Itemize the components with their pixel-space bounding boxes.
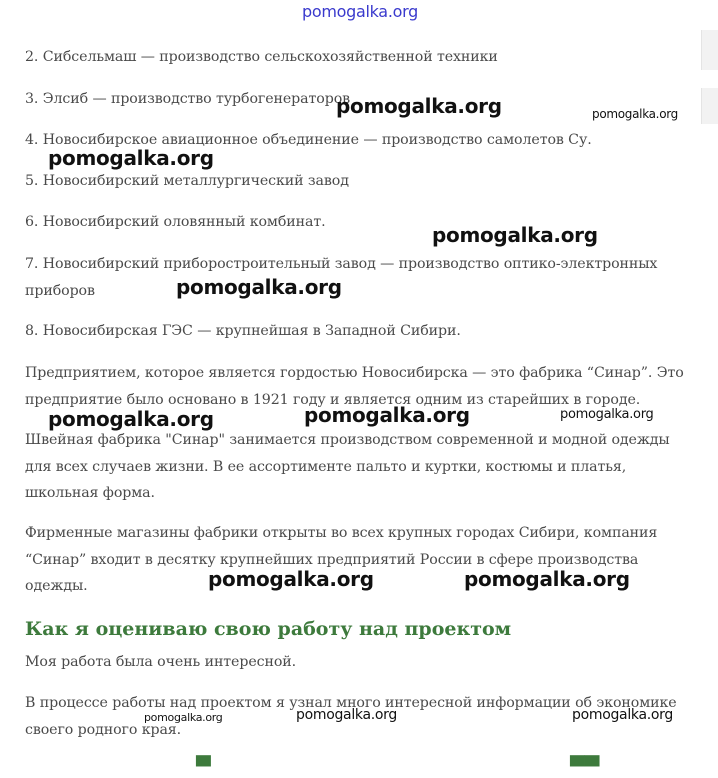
scrollbar-thumb[interactable]: [701, 88, 718, 124]
watermark: pomogalka.org: [48, 407, 214, 431]
paragraph-sinar-intro: Предприятием, которое является гордостью Новосибирска — это фабрика “Синар”. Это предприятие было основано в 1921 году и является одним из старейших в городе.: [25, 365, 684, 408]
list-item-5: 5. Новосибирский металлургический завод: [25, 173, 349, 189]
watermark: pomogalka.org: [432, 223, 598, 247]
paragraph-work-interesting: Моя работа была очень интересной.: [25, 654, 297, 670]
list-item-8: 8. Новосибирская ГЭС — крупнейшая в Западной Сибири.: [25, 323, 461, 339]
watermark: pomogalka.org: [560, 407, 654, 422]
next-heading-fragment-right: ▀▀: [570, 756, 600, 778]
watermark: pomogalka.org: [592, 107, 678, 121]
next-heading-fragment: ▀: [196, 756, 211, 778]
list-item-6: 6. Новосибирский оловянный комбинат.: [25, 214, 326, 230]
watermark: pomogalka.org: [572, 707, 673, 723]
watermark: pomogalka.org: [336, 94, 502, 118]
paragraph-sinar-products: Швейная фабрика "Синар" занимается производством современной и модной одежды для всех случаев жизни. В ее ассортименте пальто и куртки, костюмы и платья, школьная форма.: [25, 432, 670, 501]
watermark: pomogalka.org: [464, 567, 630, 591]
list-item-7: 7. Новосибирский приборостроительный завод — производство оптико-электронных приборов: [25, 256, 658, 299]
list-item-3: 3. Элсиб — производство турбогенераторов: [25, 91, 351, 107]
list-item-2: 2. Сибсельмаш — производство сельскохозяйственной техники: [25, 49, 498, 65]
watermark: pomogalka.org: [176, 275, 342, 299]
section-heading: Как я оцениваю свою работу над проектом: [25, 618, 512, 640]
paragraph-work-learned: В процессе работы над проектом я узнал много интересной информации об экономике своего родного края.: [25, 695, 677, 738]
watermark: pomogalka.org: [144, 711, 223, 724]
watermark: pomogalka.org: [208, 567, 374, 591]
watermark: pomogalka.org: [296, 707, 397, 723]
watermark: pomogalka.org: [48, 146, 214, 170]
watermark-top: pomogalka.org: [302, 2, 418, 21]
watermark: pomogalka.org: [304, 403, 470, 427]
paragraph-sinar-stores: Фирменные магазины фабрики открыты во всех крупных городах Сибири, компания “Синар” входит в десятку крупнейших предприятий России в сфере производства одежды.: [25, 525, 658, 594]
list-item-4: 4. Новосибирское авиационное объединение — производство самолетов Су.: [25, 132, 592, 148]
scrollbar-track[interactable]: [701, 30, 718, 70]
